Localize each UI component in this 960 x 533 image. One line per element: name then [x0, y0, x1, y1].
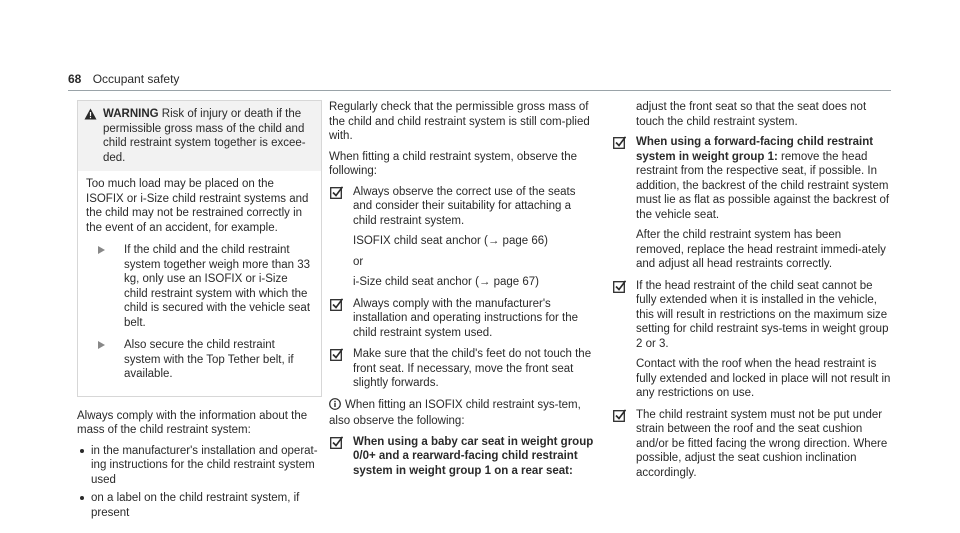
checklist-text: Always observe the correct use of the seats and consider their suitability for attaching a child restraint system.: [353, 185, 576, 227]
section-title: Occupant safety: [92, 72, 180, 86]
checklist-item: [329, 185, 597, 290]
checklist-item: [329, 297, 597, 341]
warning-action-2: [86, 338, 313, 382]
checklist-item: [329, 435, 597, 479]
continued-text: adjust the front seat so that the seat does not touch the child restraint system.: [636, 101, 867, 128]
checklist-followup: After the child restraint system has been removed, replace the head restraint immedi-ately and adjust all head restraints correctly.: [636, 229, 886, 270]
paragraph: When fitting a child restraint system, observe the following:: [329, 150, 577, 177]
warning-text: Too much load may be placed on the ISOFIX or i-Size child restraint systems and the child may not be restrained correctly in the event of an accident, for example.: [86, 178, 309, 234]
warning-label: WARNING: [103, 108, 159, 120]
isize-anchor-ref: i-Size child seat anchor (→ page 67): [353, 276, 540, 288]
column-1: [77, 100, 322, 524]
bullet-icon: [80, 496, 84, 500]
checklist-text: Always comply with the manufacturer's installation and operating instructions for the child restraint system used.: [353, 297, 579, 339]
checklist-text: The child restraint system must not be put under strain between the roof and the seat cushion and/or be fitted facing the wrong direction. Where possible, adjust the seat cushion inclination accordingly.: [636, 408, 888, 479]
checkbox-checked-icon: [613, 280, 626, 298]
checklist-item: [612, 279, 891, 401]
list-item: [77, 444, 322, 488]
warning-body: [78, 171, 321, 396]
page-header: [68, 72, 179, 87]
mass-info-intro: Always comply with the information about the mass of the child restraint system:: [77, 409, 308, 436]
page-number: 68: [68, 72, 82, 86]
list-item-text: on a label on the child restraint system, if present: [91, 492, 300, 519]
header-rule: [68, 90, 891, 91]
checkbox-checked-icon: [613, 409, 626, 427]
mass-info-list: [77, 444, 322, 521]
checklist-text: If the head restraint of the child seat cannot be fully extended when it is installed in the vehicle, this will result in restrictions on the maximum size setting for child restraint sys-tems in weight group 2 or 3.: [636, 279, 889, 350]
warning-action-1: [86, 243, 313, 330]
warning-triangle-icon: [84, 108, 97, 125]
note: [329, 398, 597, 429]
checkbox-checked-icon: [613, 136, 626, 154]
warning-lead: Risk of injury or death if the permissible gross mass of the child and child restraint system together is excee-ded.: [103, 108, 306, 164]
paragraph: Regularly check that the permissible gross mass of the child and child restraint system is still com-plied with.: [329, 101, 590, 142]
warning-header: [78, 101, 321, 171]
checklist-body: remove the head restraint from the respective seat, if possible. In addition, the backrest of the child restraint system must lie as flat as possible against the backrest of the vehicle seat.: [636, 150, 890, 221]
warning-action-text: If the child and the child restraint system together weigh more than 33 kg, only use an ISOFIX or i-Size child restraint system with which the child is secured with the vehicle seat belt.: [124, 244, 311, 329]
checklist-item: [612, 408, 891, 481]
info-note-icon: [329, 398, 341, 415]
warning-box: [77, 100, 322, 397]
checklist-followup: Contact with the roof when the head restraint is fully extended and locked in place will not result in any restrictions on use.: [636, 358, 891, 399]
checkbox-checked-icon: [330, 186, 343, 204]
column-3: [612, 100, 891, 487]
isofix-anchor-ref: ISOFIX child seat anchor (→ page 66): [353, 235, 548, 247]
or-text: or: [353, 255, 364, 268]
checklist-text: Make sure that the child's feet do not touch the front seat. If necessary, move the front seat slightly forwards.: [353, 348, 592, 389]
checkbox-checked-icon: [330, 436, 343, 454]
checklist-heading: When using a forward-facing child restraint system in weight group 1:: [636, 136, 874, 163]
list-item-text: in the manufacturer's installation and operat-ing instructions for the child restraint system used: [91, 444, 318, 486]
checkbox-checked-icon: [330, 298, 343, 316]
checkbox-checked-icon: [330, 348, 343, 366]
checklist-text: [636, 135, 891, 222]
warning-action-text: Also secure the child restraint system with the Top Tether belt, if available.: [124, 339, 294, 380]
checklist-item: [329, 347, 597, 391]
arrow-right-icon: [98, 246, 105, 254]
bullet-icon: [80, 449, 84, 453]
arrow-right-icon: [98, 341, 105, 349]
checklist-item: [612, 135, 891, 272]
column-2: [329, 100, 597, 485]
list-item: [77, 491, 322, 520]
note-text: When fitting an ISOFIX child restraint sys-tem, also observe the following:: [329, 398, 581, 427]
checklist-heading: When using a baby car seat in weight group 0/0+ and a rearward-facing child restraint system in weight group 1 on a rear seat:: [353, 435, 594, 477]
